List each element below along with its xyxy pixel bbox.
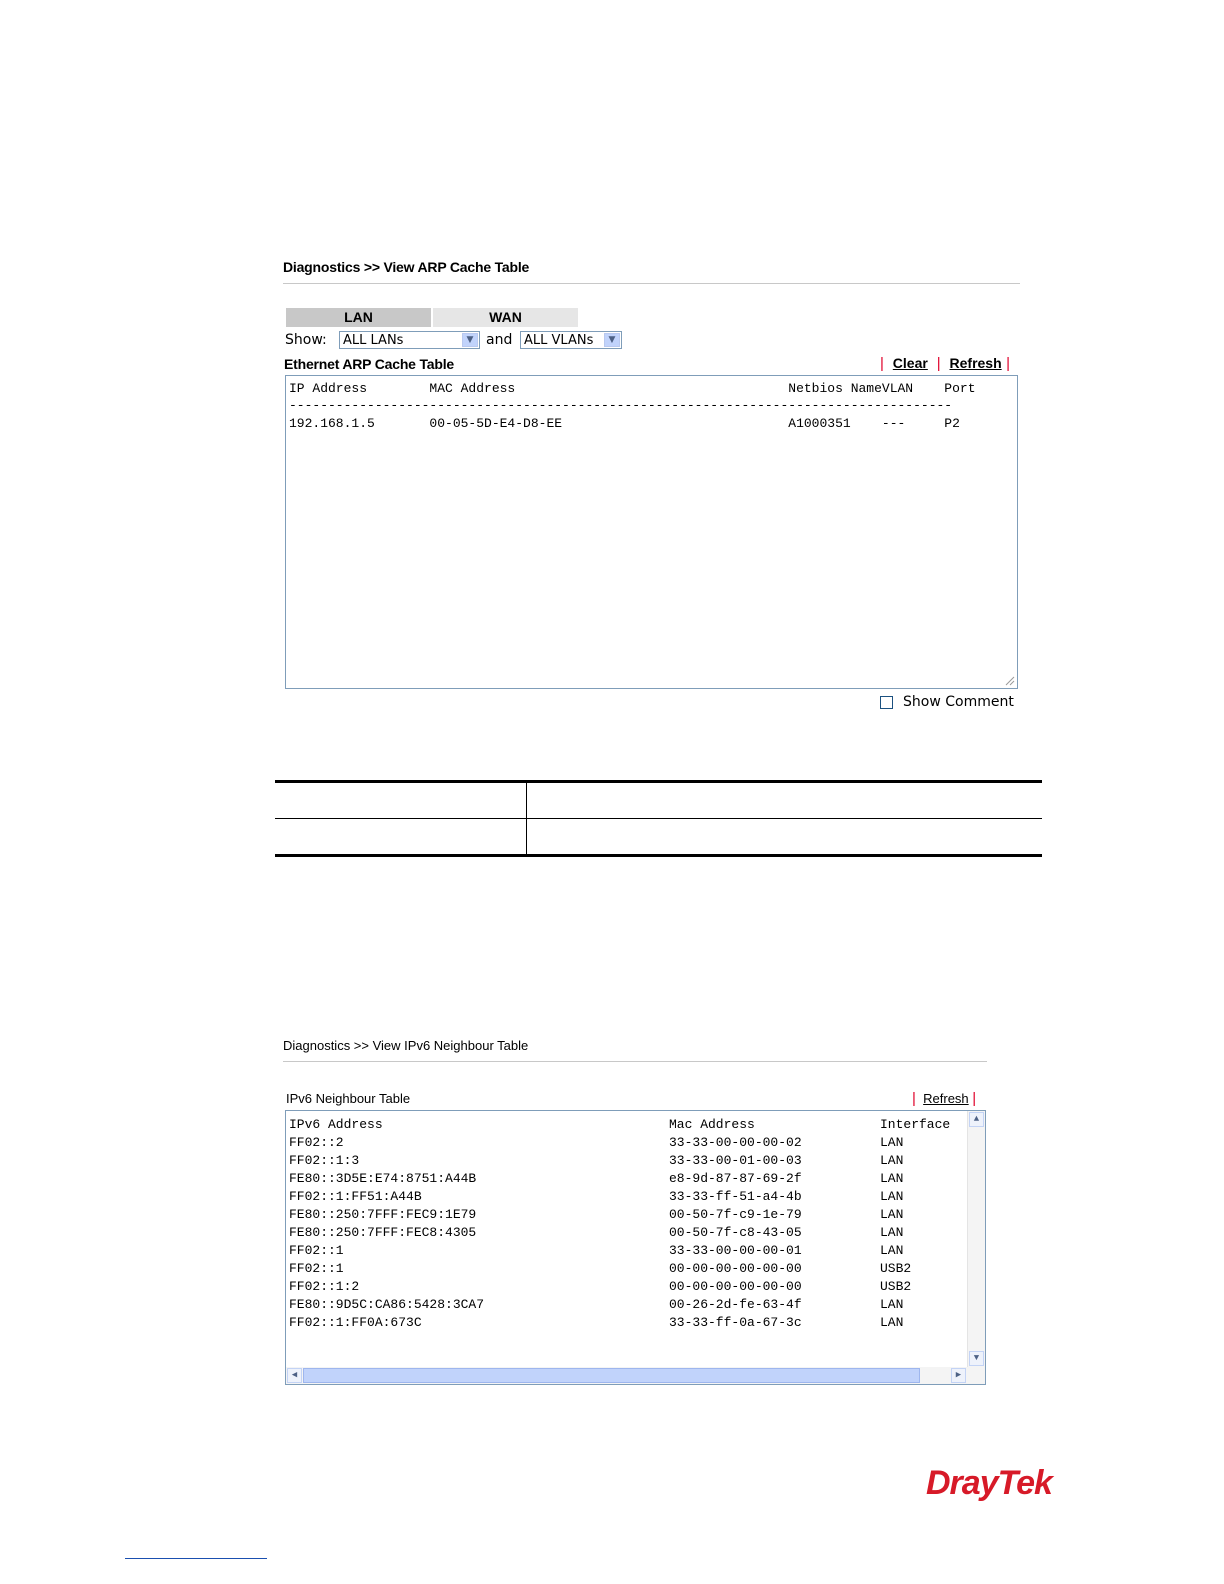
ipv6-col-address: IPv6 Address — [289, 1117, 383, 1132]
separator: | — [972, 1090, 977, 1107]
ipv6-row-mac: 33-33-ff-51-a4-4b — [669, 1189, 802, 1204]
draytek-logo: DrayTek — [926, 1464, 1052, 1502]
ipv6-row-address: FF02::1:3 — [289, 1153, 360, 1168]
ipv6-row-address: FE80::250:7FFF:FEC9:1E79 — [289, 1207, 477, 1222]
show-comment-checkbox[interactable] — [880, 696, 893, 709]
scroll-down-icon[interactable]: ▼ — [969, 1351, 984, 1366]
ipv6-row-mac: 33-33-ff-0a-67-3c — [669, 1315, 802, 1330]
ipv6-row-interface: LAN — [880, 1189, 904, 1204]
footer-link-rule — [125, 1558, 267, 1559]
ipv6-col-mac: Mac Address — [669, 1117, 755, 1132]
lan-select[interactable] — [339, 331, 480, 349]
separator: | — [912, 1090, 916, 1107]
ipv6-row-address: FF02::2 — [289, 1135, 344, 1150]
show-comment-label: Show Comment — [903, 694, 1014, 710]
ipv6-row-interface: USB2 — [880, 1279, 912, 1294]
table-row-divider — [275, 818, 1042, 819]
ipv6-row-address: FE80::3D5E:E74:8751:A44B — [289, 1171, 477, 1186]
ipv6-row-interface: LAN — [880, 1171, 904, 1186]
arp-actions — [880, 355, 1010, 373]
arp-row: 192.168.1.5 00-05-5D-E4-D8-EE A1000351 --- P2 — [289, 416, 960, 431]
ipv6-row-mac: 33-33-00-00-00-02 — [669, 1135, 802, 1150]
scroll-left-icon[interactable]: ◀ — [287, 1368, 302, 1383]
ipv6-row-address: FF02::1 — [289, 1261, 344, 1276]
ipv6-row-interface: LAN — [880, 1225, 904, 1240]
ipv6-table-title: IPv6 Neighbour Table — [286, 1091, 411, 1106]
table-column-divider — [526, 783, 527, 854]
ipv6-row-mac: e8-9d-87-87-69-2f — [669, 1171, 802, 1186]
ipv6-row-interface: LAN — [880, 1243, 904, 1258]
ipv6-row-interface: LAN — [880, 1153, 904, 1168]
ipv6-row-interface: LAN — [880, 1315, 904, 1330]
arp-cache-textarea[interactable] — [285, 375, 1018, 689]
ipv6-row-interface: LAN — [880, 1207, 904, 1222]
ipv6-row-interface: LAN — [880, 1297, 904, 1312]
ipv6-neighbour-textarea[interactable] — [285, 1110, 986, 1385]
ipv6-row-interface: USB2 — [880, 1261, 912, 1276]
separator: | — [936, 355, 941, 372]
ipv6-row-mac: 00-26-2d-fe-63-4f — [669, 1297, 802, 1312]
ipv6-col-interface: Interface — [880, 1117, 951, 1132]
ipv6-row-address: FE80::250:7FFF:FEC8:4305 — [289, 1225, 477, 1240]
ipv6-breadcrumb-rule — [283, 1061, 987, 1062]
ipv6-row-mac: 00-00-00-00-00-00 — [669, 1279, 802, 1294]
ipv6-row-interface: LAN — [880, 1135, 904, 1150]
arp-separator-line: ------------------------------------------------------------------------------------- — [289, 398, 953, 413]
show-label: Show: — [285, 332, 327, 348]
ipv6-row-mac: 33-33-00-01-00-03 — [669, 1153, 802, 1168]
ipv6-row-mac: 00-00-00-00-00-00 — [669, 1261, 802, 1276]
tab-wan[interactable]: WAN — [433, 308, 578, 327]
ipv6-actions — [912, 1090, 976, 1107]
arp-breadcrumb-rule — [283, 283, 1020, 284]
vlan-select-value: ALL VLANs — [524, 333, 594, 348]
scroll-right-icon[interactable]: ▶ — [951, 1368, 966, 1383]
refresh-link[interactable]: Refresh — [949, 355, 1002, 371]
vlan-select[interactable] — [520, 331, 622, 349]
table-top-border — [275, 780, 1042, 783]
resize-grip-icon[interactable] — [1005, 676, 1015, 686]
tab-lan[interactable]: LAN — [286, 308, 431, 327]
lan-select-value: ALL LANs — [343, 333, 404, 348]
chevron-down-icon: ▼ — [604, 333, 620, 347]
ipv6-refresh-link[interactable]: Refresh — [923, 1091, 969, 1106]
description-table — [275, 780, 1042, 857]
separator: | — [880, 355, 884, 372]
clear-link[interactable]: Clear — [892, 355, 928, 371]
ipv6-row-address: FF02::1:FF0A:673C — [289, 1315, 422, 1330]
arp-breadcrumb: Diagnostics >> View ARP Cache Table — [283, 259, 530, 275]
table-bottom-border — [275, 854, 1042, 857]
ipv6-row-address: FF02::1 — [289, 1243, 344, 1258]
vertical-scrollbar[interactable] — [967, 1111, 985, 1367]
arp-table-title: Ethernet ARP Cache Table — [284, 356, 454, 372]
separator: | — [1006, 355, 1011, 372]
ipv6-row-mac: 33-33-00-00-00-01 — [669, 1243, 802, 1258]
ipv6-breadcrumb: Diagnostics >> View IPv6 Neighbour Table — [283, 1038, 529, 1053]
horizontal-scroll-thumb[interactable] — [303, 1368, 920, 1383]
ipv6-row-mac: 00-50-7f-c9-1e-79 — [669, 1207, 802, 1222]
ipv6-row-address: FE80::9D5C:CA86:5428:3CA7 — [289, 1297, 485, 1312]
arp-header-line: IP Address MAC Address Netbios NameVLAN Port — [289, 381, 976, 396]
ipv6-row-address: FF02::1:FF51:A44B — [289, 1189, 422, 1204]
horizontal-scrollbar[interactable] — [286, 1367, 985, 1384]
chevron-down-icon: ▼ — [462, 333, 478, 347]
scroll-up-icon[interactable]: ▲ — [969, 1112, 984, 1127]
ipv6-row-address: FF02::1:2 — [289, 1279, 360, 1294]
and-label: and — [486, 332, 513, 348]
ipv6-row-mac: 00-50-7f-c8-43-05 — [669, 1225, 802, 1240]
